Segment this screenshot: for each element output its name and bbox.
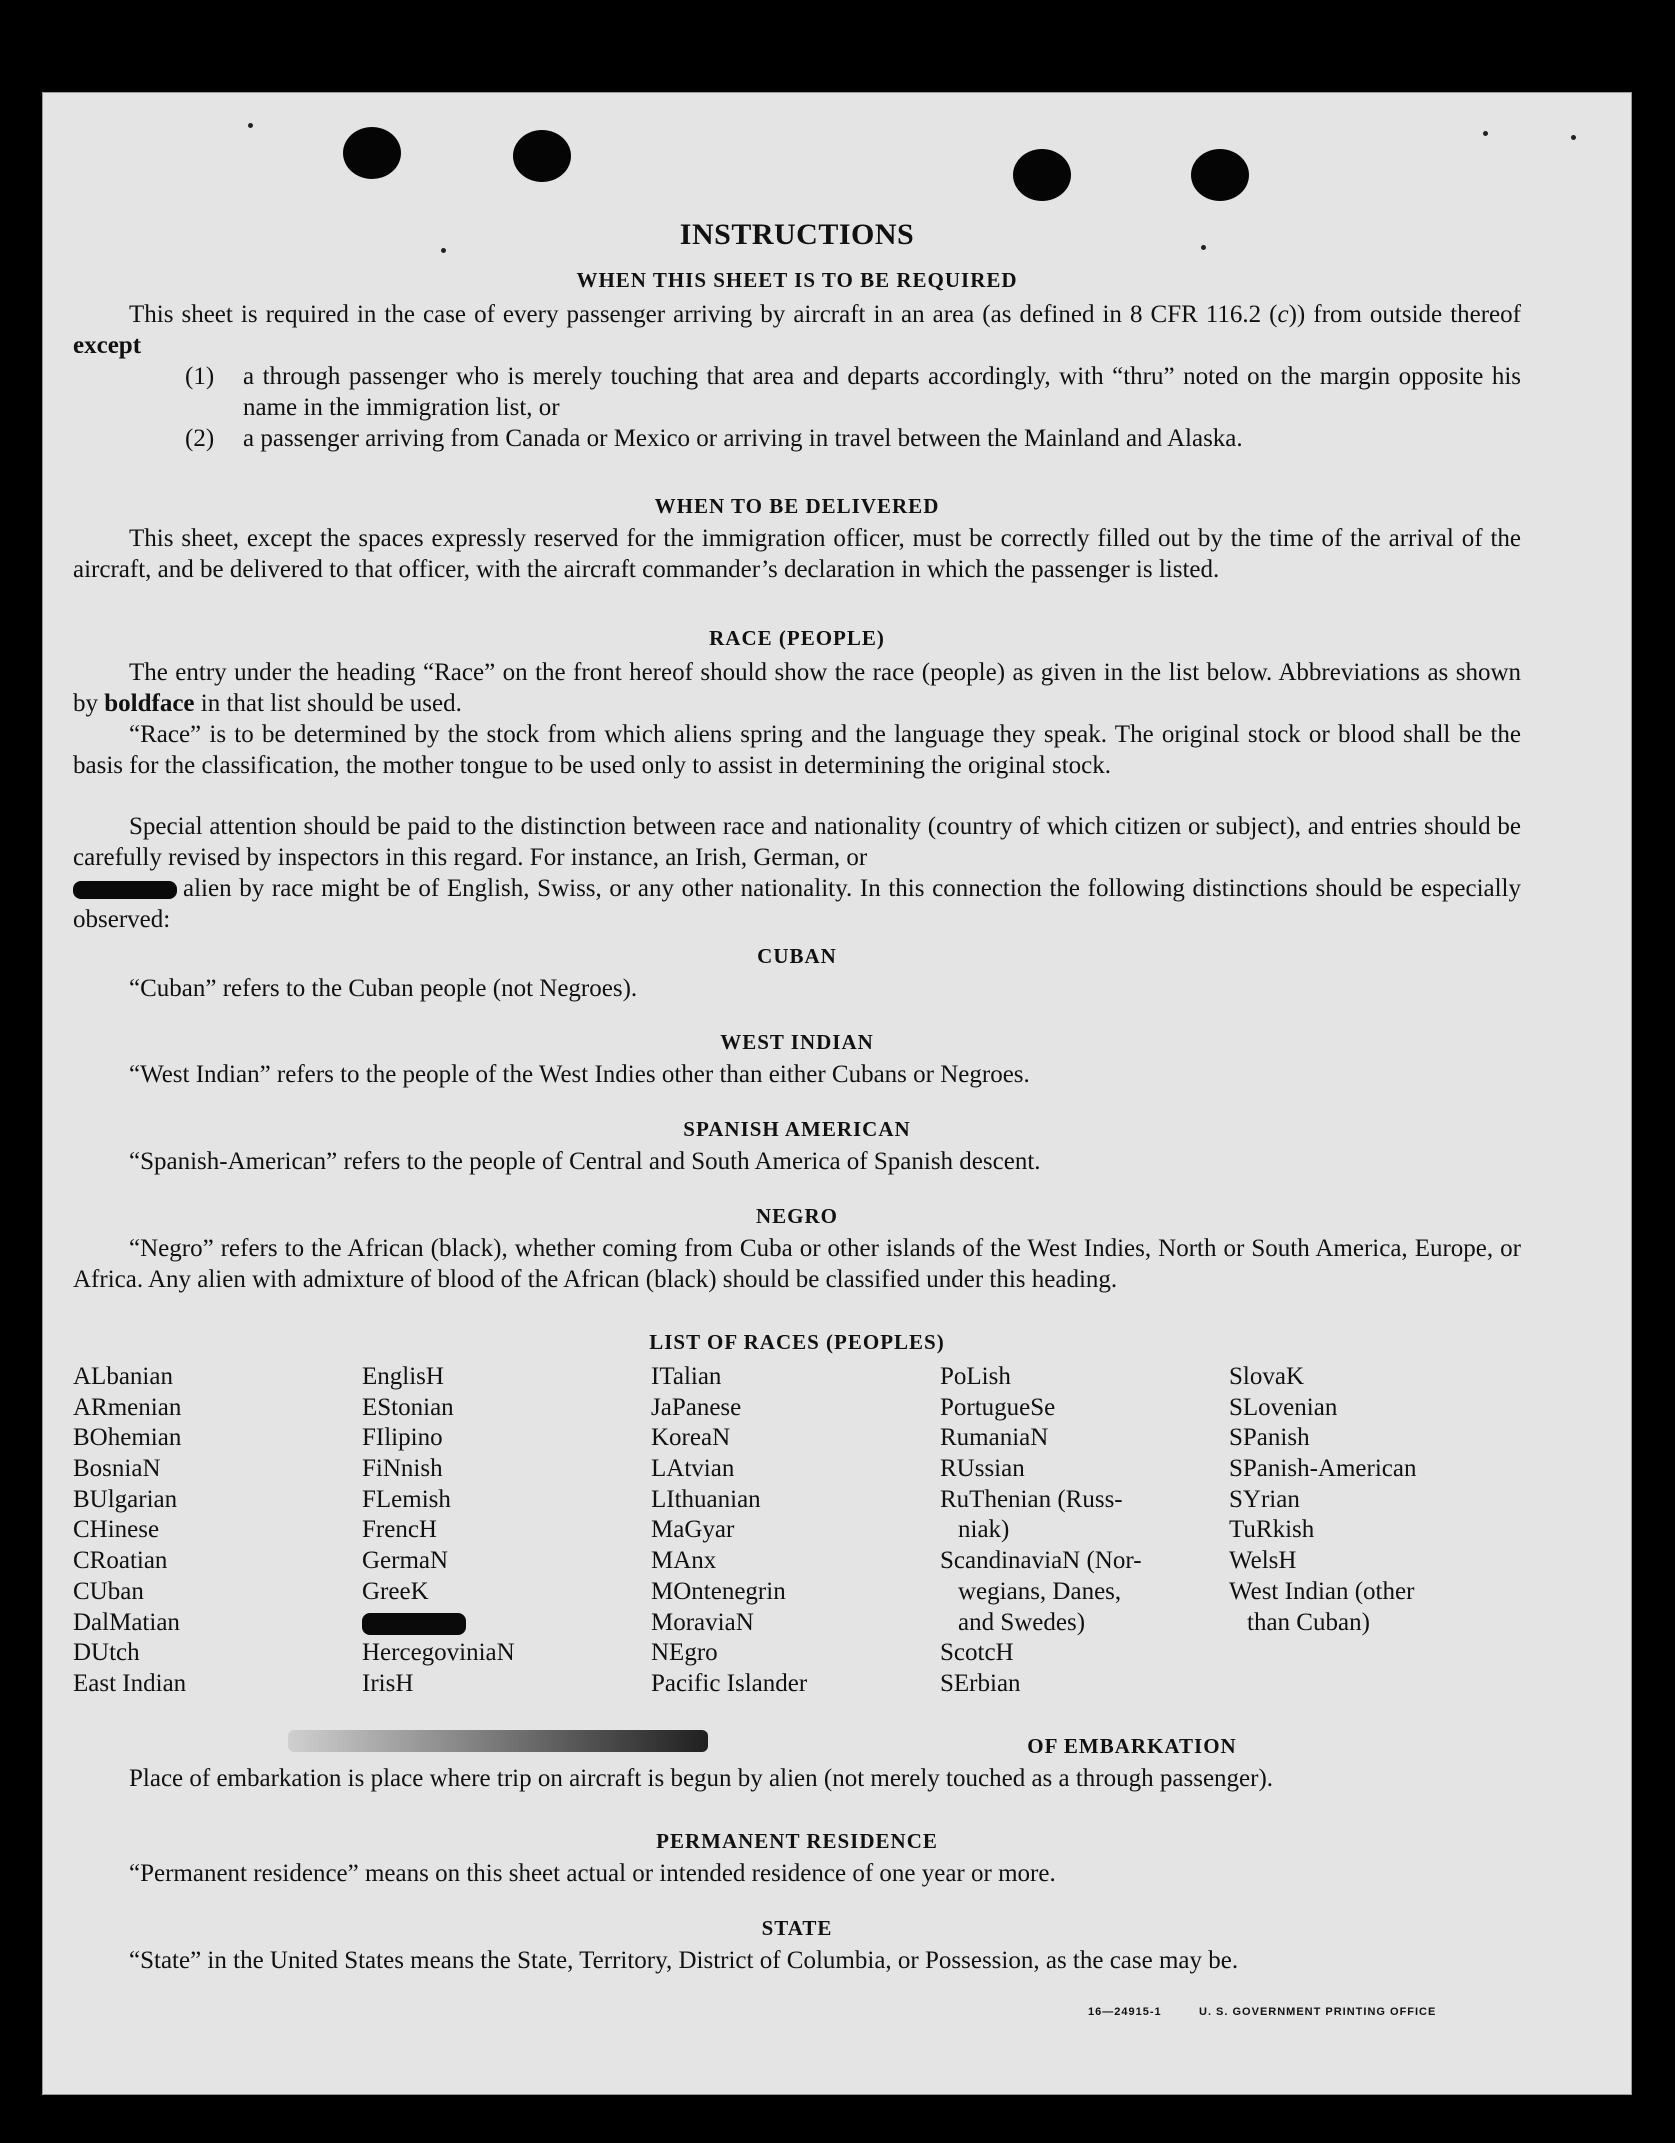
section-heading-state: STATE [761, 1916, 833, 1940]
section-heading-cuban: CUBAN [757, 944, 837, 968]
race-entry: ScotcH [940, 1639, 1014, 1667]
cuban-text: “Cuban” refers to the Cuban people (not Negroes). [129, 975, 638, 1002]
race-entry-redacted [362, 1607, 515, 1638]
race-entry: East Indian [73, 1669, 187, 1697]
race-entry: BOhemian [73, 1424, 182, 1452]
race-entry: LAtvian [651, 1455, 735, 1483]
races-column-5 [1229, 1361, 1416, 1637]
race-entry: SLovenian [1229, 1393, 1338, 1421]
race-entry: GermaN [362, 1547, 449, 1575]
race-entry: MAnx [651, 1547, 717, 1575]
delivered-text: This sheet, except the spaces expressly reserved for the immigration officer, must be correctly filled out by the time of the arrival of the aircraft, and be delivered to that officer, with the aircraft commander’s declaration in which the passenger is listed. [73, 525, 1521, 583]
races-column-3 [651, 1361, 807, 1699]
punch-hole [343, 127, 401, 179]
race-entry: CHinese [73, 1516, 160, 1544]
race-entry: MOntenegrin [651, 1577, 786, 1605]
punch-hole [1191, 149, 1249, 201]
race-entry: NEgro [651, 1639, 718, 1667]
negro-text: “Negro” refers to the African (black), whether coming from Cuba or other islands of the West Indies, North or South America, Europe, or Africa. Any alien with admixture of blood of the African (black) should be classified under this heading. [73, 1235, 1521, 1293]
form-number: 16—24915-1 [1088, 2006, 1162, 2018]
west-indian-text: “West Indian” refers to the people of the West Indies other than either Cubans or Negroes. [129, 1061, 1030, 1088]
embarkation-text: Place of embarkation is place where trip on aircraft is begun by alien (not merely touched as a through passenger). [129, 1765, 1274, 1792]
race-entry: EnglisH [362, 1363, 444, 1390]
race-entry: TuRkish [1229, 1516, 1315, 1544]
page-title: INSTRUCTIONS [679, 218, 915, 251]
section-heading-race: RACE (PEOPLE) [709, 626, 885, 650]
race-paragraph-3a: Special attention should be paid to the distinction between race and nationality (country of which citizen or subject), and entries should be carefully revised by inspectors in this regard. For instance, an Irish, German, or [73, 813, 1521, 871]
speck [248, 123, 253, 128]
race-entry: West Indian (other [1229, 1577, 1415, 1605]
document-sheet: INSTRUCTIONS WHEN THIS SHEET IS TO BE REQUIRED This sheet is required in the case of every passenger arriving by aircraft in an area (as defined in 8 CFR 116.2 (c)) from outside thereof except (1) a through passenger who is merely touching that area and departs accordingly, with “thru” noted on the margin opposite his name in the immigration list, or (2) a passenger arriving from Canada or Mexico or arriving in travel between the Mainland and Alaska. WHEN TO BE DELIVERED This sheet, except the spaces expressly reserved for the immigration officer, must be correctly filled out by the time of the arrival of the aircraft, and be delivered to that officer, with the aircraft commander’s declaration in which the passenger is listed. RACE (PEOPLE) The entry under the heading “Race” on the front hereof should show the race (people) as given in the list below. Abbreviations as shown by boldface in that list should be used. “Race” is to be determined by the stock from which aliens spring and the language they speak. The original stock or blood shall be the basis for the classification, the mother tongue to be used only to assist in determining the original stock. Special attention should be paid to the distinction between race and nationality (country of which citizen or subject), and entries should be carefully revised by inspectors in this regard. For instance, an Irish, German, or alien by race might be of English, Swiss, or any other nationality. In this connection the following distinctions should be especially observed: CUBAN “Cuban” refers to the Cuban people (not Negroes). WEST INDIAN “West Indian” refers to the people of the West Indies other than either Cubans or Negroes. SPANISH AMERICAN “Spanish-American” refers to the people of Central and South America of Spanish descent. NEGRO “Negro” refers to the African (black), whether coming from Cuba or other islands of the West Indies, North or South America, Europe, or Africa. Any alien with admixture of blood of the African (black) should be classified under this heading. LIST OF RACES (PEOPLES) ALbanian ARmenian BOhemian BosniaN BUlgarian CHinese CRoatian CUban DalMatian DUtch East Indian EnglisH EStonian FIlipino FiNnish FLemish FrencH GermaN GreeK HercegoviniaN IrisH ITalian JaPanese KoreaN LAtvian LIthuanian MaGyar MAnx MOntenegrin MoraviaN NEgro Pacific Islander PoLish PortugueSe RumaniaN RUssian RuThenian (Russ- niak) ScandinaviaN (Nor- wegians, Danes, and Swedes) ScotcH SErbian SlovaK SLovenian SPanish SPanish-American SYrian TuRkish WelsH West Indian (other than Cuban) OF EMBARKATION Place of embarkation is place where trip on aircraft is begun by alien (not merely touched as a through passenger). PERMANENT RESIDENCE “Permanent residence” means on this sheet actual or intended residence of one year or more. STATE “State” in the United States means the State, Territory, District of Columbia, or Possession, as the case may be. 16—24915-1 U. S. GOVERNMENT PRINTING OFFICE [42, 92, 1632, 2095]
race-entry: HercegoviniaN [362, 1639, 515, 1667]
race-entry-continued: and Swedes) [958, 1608, 1086, 1636]
race-paragraph-3b: alien by race might be of English, Swiss, or any other nationality. In this connection the following distinctions should be especially observed: [73, 875, 1521, 933]
race-entry: IrisH [362, 1669, 414, 1697]
race-entry: SYrian [1229, 1485, 1300, 1513]
race-entry: KoreaN [651, 1424, 731, 1452]
race-entry: SlovaK [1229, 1363, 1304, 1390]
race-entry: ALbanian [73, 1363, 173, 1390]
race-entry: LIthuanian [651, 1485, 761, 1513]
race-entry: FLemish [362, 1485, 451, 1513]
race-entry: JaPanese [651, 1393, 742, 1421]
race-entry: BUlgarian [73, 1485, 178, 1513]
punch-hole [513, 130, 571, 182]
section-heading-west-indian: WEST INDIAN [720, 1030, 874, 1054]
required-intro: This sheet is required in the case of every passenger arriving by aircraft in an area (as defined in 8 CFR 116.2 (c)) from outside thereof except [73, 301, 1521, 359]
race-paragraph-1: The entry under the heading “Race” on the front hereof should show the race (people) as given in the list below. Abbreviations as shown by boldface in that list should be used. [73, 659, 1521, 717]
race-entry: GreeK [362, 1577, 429, 1605]
race-entry: DalMatian [73, 1608, 180, 1636]
section-heading-spanish-american: SPANISH AMERICAN [683, 1117, 911, 1141]
race-entry: FrencH [362, 1516, 437, 1544]
race-entry: RumaniaN [940, 1424, 1049, 1452]
speck [1483, 131, 1488, 136]
punch-hole [1013, 149, 1071, 201]
race-entry: ARmenian [73, 1393, 182, 1421]
race-entry-continued: wegians, Danes, [958, 1577, 1122, 1605]
redaction-mark [362, 1613, 466, 1635]
race-entry: SPanish [1229, 1424, 1310, 1452]
spanish-american-text: “Spanish-American” refers to the people of Central and South America of Spanish descent. [129, 1148, 1041, 1175]
state-text: “State” in the United States means the State, Territory, District of Columbia, or Possession, as the case may be. [129, 1947, 1239, 1974]
race-entry: PoLish [940, 1363, 1011, 1390]
race-entry: SErbian [940, 1669, 1021, 1697]
race-entry: FiNnish [362, 1455, 443, 1483]
race-entry: BosniaN [73, 1455, 161, 1483]
section-heading-embarkation: OF EMBARKATION [1027, 1734, 1237, 1758]
section-heading-negro: NEGRO [755, 1204, 838, 1228]
race-paragraph-2: “Race” is to be determined by the stock from which aliens spring and the language they speak. The original stock or blood shall be the basis for the classification, the mother tongue to be used only to assist in determining the original stock. [73, 721, 1521, 779]
races-column-1 [73, 1361, 186, 1699]
race-entry: CRoatian [73, 1547, 168, 1575]
race-entry-continued: niak) [958, 1516, 1010, 1544]
race-entry: RUssian [940, 1455, 1025, 1483]
residence-text: “Permanent residence” means on this sheet actual or intended residence of one year or more. [129, 1860, 1056, 1887]
section-heading-delivered: WHEN TO BE DELIVERED [654, 494, 940, 518]
race-entry: Pacific Islander [651, 1669, 808, 1697]
section-heading-required: WHEN THIS SHEET IS TO BE REQUIRED [576, 268, 1018, 292]
race-entry: MaGyar [651, 1516, 735, 1544]
race-entry-continued: than Cuban) [1247, 1608, 1370, 1636]
race-entry: ITalian [651, 1363, 722, 1390]
race-entry: MoraviaN [651, 1608, 754, 1636]
race-entry: SPanish-American [1229, 1455, 1417, 1483]
printer-imprint: U. S. GOVERNMENT PRINTING OFFICE [1199, 2006, 1437, 2018]
speck [1571, 135, 1576, 140]
race-entry: WelsH [1229, 1547, 1297, 1575]
race-entry: RuThenian (Russ- [940, 1485, 1123, 1513]
race-entry: FIlipino [362, 1424, 443, 1452]
race-entry: DUtch [73, 1639, 140, 1667]
race-entry: ScandinaviaN (Nor- [940, 1547, 1142, 1575]
section-heading-list-of-races: LIST OF RACES (PEOPLES) [649, 1330, 945, 1354]
races-column-2 [362, 1361, 515, 1699]
races-column-4 [940, 1361, 1142, 1699]
redaction-mark [73, 881, 177, 899]
section-heading-residence: PERMANENT RESIDENCE [656, 1829, 938, 1853]
race-entry: PortugueSe [940, 1393, 1056, 1421]
race-entry: CUban [73, 1577, 144, 1605]
race-entry: EStonian [362, 1393, 454, 1421]
